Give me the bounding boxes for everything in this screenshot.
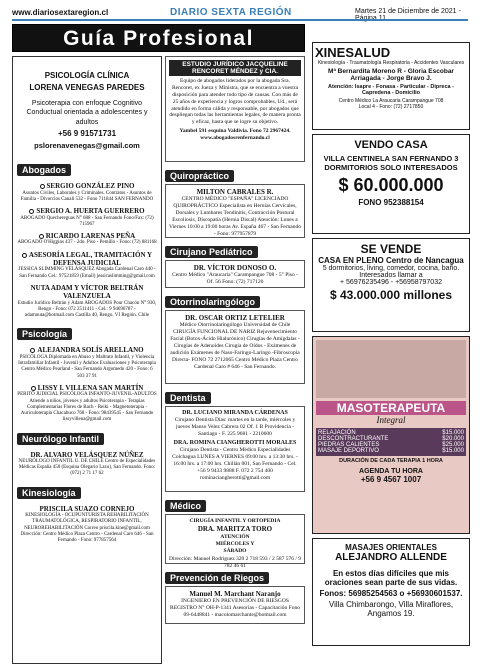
ad-title: VENDO CASA [354,139,428,151]
entry-name: NUTA ADAM Y VÍCTOR BELTRÁN VALENZUELA [30,283,144,301]
psicologia-section [13,324,161,423]
section-label: Kinesiología [17,487,81,499]
entry-name: DR. ALVARO VELÁSQUEZ NÚÑEZ [30,450,144,459]
price-list [316,428,466,456]
dentista-ad [165,406,305,492]
column-right [312,42,470,650]
column-middle [165,56,305,628]
entry-name: DR. LUCIANO MIRANDA CÁRDENAS [182,410,288,416]
brand-sub: Kinesiología - Traumatología Respiratoria - Accidentes Vasculares [317,60,465,66]
phone: +56 9 4567 1007 [360,475,422,484]
ad-phones: + 56976235496 - +56958797032 [340,279,442,286]
ad-phone: +56 9 91571731 [57,129,117,139]
ad-title: MASAJES ORIENTALES [345,543,437,552]
entry-info: CENTRO MÉDICO "ESPAÑA" LICENCIADO QUIROPRÁCTICO Especialista en Hernias Cervicales, Dorsales y Lumbares Tendinitis, Contracción Postural Escoliosis, Discopatía (Hernia Discal) Atención: Lunes a Viernes 10:00 a 19:00 horas Av. España 467 - San Fernando - Fono: 977957879 [169,196,301,237]
list-item: DESCONTRACTURANTE $20.000 [318,436,464,442]
entry-info: Dirección: Manuel Rodríguez 320 2 718 593 / 2 587 576 / 9 782 46 61 [169,555,301,569]
brand-logo: XINESALUD [315,45,391,60]
section-label: Psicología [17,328,72,340]
ad-sub: Integral [376,415,406,425]
entry-info: NEURÓLOGO INFANTIL U. DE CHILE Centro de Especialidades Médicas España 450 (Esquina Olegario Lazo), San Fernando. Fono: (072) 2 71 17 62 [18,458,156,477]
section-label: Dentista [165,392,211,404]
ad-phone: FONO 952388154 [358,198,424,207]
bullet-icon [39,234,44,239]
entry-info: Médico Otorrinolaringólogo Universidad de Chile CIRUGÍA FUNCIONAL DE NARIZ Rejuvenecimiento Facial (Botox-Ácido Hialurónico) Cirugías de Amígdalas - Cirugías de Adenoides Cirugía de Oídos - Exámenes de audición Exámenes de Naso-Faringo-Laringo -Fibroscopía Directa- FONO 72 2712065 Centro Médico Plaza Centro Cardenal Caro # 646 - San Fernando. [170,322,300,370]
ad-title: SE VENDE [360,242,422,256]
bullet-icon [40,184,45,189]
ad-photo [316,340,466,398]
otorrino-ad [165,310,305,384]
entry-name: MILTON CABRALES R. [196,188,274,196]
ad-title: CIRUGÍA INFANTIL Y ORTOPEDIA [189,518,281,524]
guide-banner [12,24,305,52]
entry-info: ABOGADO O'Higgins 437 - 2do. Piso - Pemillo - Fono: (72) 881168 [17,240,157,246]
ad-title: PSICOLOGÍA CLÍNICA [44,71,130,80]
entry-name: DR. VÍCTOR DONOSO O. [193,264,277,272]
entry-info: ABOGADO Quechereguas N° 688 - San Fernando Fono/Fax: (72) 715967 [20,215,154,227]
entry-name: DRA. MARITZA TORO [197,524,273,533]
section-label: Neurólogo Infantil [17,433,104,445]
entry-name: LISSY I. VILLENA SAN MARTÍN [17,384,157,392]
entry-name: DRA. ROMINA CIANGHEROTTI MORALES [173,439,297,446]
site-url[interactable]: www.diariosextaregion.cl [12,8,109,17]
entry-name: SERGIO A. HUERTA GUERRERO [17,207,157,215]
ad-price: $ 60.000.000 [338,175,444,195]
header-divider [12,19,468,21]
centro: Centro Médico La Araucaria Carampangue 708 [338,98,444,104]
ad-desc: En estos días difíciles que mis oraciones sean parte de sus vidas. [324,569,458,587]
list-item: RELAJACIÓN $15.000 [318,430,464,436]
entry-name: Manuel M. Marchant Naranjo [189,590,281,598]
neurologo-section [13,429,161,478]
entry-info: PSICÓLOGA Diplomada en Abuso y Maltrato Infantil, y Violencia Intrafamiliar Infantil - Juvenil y Adultos Evaluaciones y Psicoterapia Centro Médico Pearland - San Fernando Argomedo 420 - Fono: 6 503 37 91 [18,354,156,379]
ad-name: LORENA VENEGAS PAREDES [29,83,145,93]
ad-contact: Yambel 591 esquina Valdivia. Fono 72 2967424. www.abogadosrenfernando.cl [179,128,291,141]
bullet-icon [29,209,34,214]
se-vende-ad [312,238,470,332]
list-item: MASAJE DEPORTIVO $15.000 [318,448,464,454]
entry-name: DR. OSCAR ORTIZ LETELIER [185,314,285,322]
estudio-juridico-ad [165,56,305,162]
staff-names: Mª Bernardita Moreno R - Gloria Escobar Arriagada - Jorge Bravo J. [328,68,454,82]
schedule-badge: ATENCIÓN MIÉRCOLES Y SÁBADO [215,534,255,555]
ad-sub: CASA EN PLENO Centro de Nancagua [318,256,464,265]
bullet-icon [22,253,27,258]
entry-name: ALEJANDRA SOLÍS ARELLANO [17,346,157,354]
entry-name: PRISCILA SUAZO CORNEJO [39,504,135,513]
entry-info: PERITO JUDICIAL PSICÓLOGA INFANTO-JUVENIL-ADULTOS Atiende a niños, jóvenes y adultos Psicoterapia - Terapias Complementarias Flores de Bach - Reiki - Magnetoterapia - Auriculoterapia Chacabuco 768 - Fono: 98439545 - San Fernando lissyvillena@gmail.com [17,392,157,423]
abogados-section [13,160,161,319]
newspaper-title: DIARIO SEXTA REGIÓN [170,7,292,18]
cirujano-pediatrico-ad [165,260,305,288]
quiropractico-ad [165,184,305,238]
prevencion-ad [165,586,305,624]
agenda: AGENDA TU HORA [359,468,423,475]
ad-phones: Fonos: 56985254563 o +56930601537. [319,589,463,598]
ad-name: ALEJANDRO ALLENDE [335,552,447,563]
ad-title: ESTUDIO JURÍDICO JACQUELINE RENCORET MÉNDEZ y CIA. [169,60,301,76]
psicologia-clinica-ad [13,71,161,151]
section-label: Cirujano Pediátrico [165,246,258,258]
entry-info: Cirujano Dentista Días: martes en la tarde, miércoles y jueves Manso Velez Cabrera 02 Of. 1 B Providencia - Santiago - F. 225 9681 - 2210600 [174,417,296,437]
atencion: Atención: Isapre - Fonasa - Particular - Dipreca - Capredena - Domicilio [328,84,454,96]
kinesalud-ad [312,42,470,130]
ad-desc: Psicoterapia con enfoque Cognitivo Conductual orientada a adolescentes y adultos [26,99,148,126]
bullet-icon [31,386,36,391]
ad-desc: VILLA CENTINELA SAN FERNANDO 3 DORMITORIOS SOLO INTERESADOS [323,154,459,172]
entry-name: ASESORÍA LEGAL, TRAMITACIÓN Y DEFENSA JUDICIAL [17,251,157,268]
duration: DURACIÓN DE CADA TERAPIA 1 HORA [339,458,443,464]
entry-info: INGENIERO EN PREVENCIÓN DE RIESGOS REGISTRO N° OH-P-1341 Asesorías - Capacitación Fono 09-6448841 - macolomarchante@hotmail.com [170,598,300,619]
entry-info: Centro Médico "Araucaria" Carampangue 708 - 5° Piso - Of. 56 Fono: (72) 717120 [172,272,298,286]
local: Local 4 - Fono: (72) 2717850 [358,104,424,110]
entry-info: Estudio Jurídico Beltrán y Adam ABOGADOS Pour Chacón N° 930, Rengo - Fono: 072 2511411 - Cel.: 9 94696787 - adamnuta@hotmail.com Castilla 40, Rengo. VI Región. Chile [17,300,157,319]
guide-title: Guía Profesional [63,27,254,50]
masoterapeuta-ad [312,336,470,534]
kinesiologia-section [13,483,161,545]
section-label: Prevención de Riegos [165,572,269,584]
section-label: Médico [165,500,206,512]
column-left [12,56,162,664]
section-label: Quiropráctico [165,170,234,182]
entry-name: RICARDO LARENAS PEÑA [17,232,157,240]
ad-title: MASOTERAPEUTA [316,401,466,415]
vendo-casa-ad [312,134,470,234]
ad-email[interactable]: pslorenavenegas@gmail.com [34,141,140,151]
ad-addr: Villa Chimbarongo, Villa Miraflores, Angamos 19. [328,600,454,618]
bullet-icon [30,348,35,353]
entry-name: SERGIO GONZÁLEZ PINO [17,182,157,190]
medico-ad [165,514,305,569]
section-label: Abogados [17,164,71,176]
entry-info: Cirujano Dentista - Centro Médico Especialidades Colchagua LUNES A VIERNES 09:00 hrs. a 13:30 hrs. - 16:00 hrs. a 17:00 hrs. Chillán 001, San Fernando - Cel. +56 9 9433 9888 F. 072 2 754 400 rominaciangherotti@gmail.com [172,447,298,481]
list-item: PIEDRAS CALIENTES $25.000 [318,442,464,448]
entry-info: Asuntos Civiles, Laborales y Criminales. Contratos - Asuntos de Familia - Divorcios Canali 532 - Fono 711844 SAN FERNANDO [20,190,154,202]
entry-info: KINESIOLOGÍA - OCUPUNTURISTA REHABILITACIÓN TRAUMATOLÓGICA, RESPIRATORIO INFANTIL, NEUROREHABILITACIÓN Correo priscila.kine@gmail.com Dirección: Centro Médico Plaza Centro - Cardenal Caro 646 - San Fernando - Fono: 977857564 [20,513,154,544]
ad-price: $ 43.000.000 millones [329,288,453,302]
ad-info: Equipo de abogados liderados por la abogada Sra. Rencoret, ex Jueza y Ministra, que se encuentra a vuestra disposición para atender todo tipo de causas. Con más de 25 años de experiencia y logros comprobables, Ud., será atendido en forma cálida y responsable, por abogados que despliegan todas las herramientas legales, de manera pronta y eficaz, hasta que se logre su objetivo. [169,78,301,126]
masajes-ad [312,538,470,646]
ad-desc: 5 dormitorios, living, comedor, cocina, baño. Interesados llamar a [322,265,460,279]
issue-date: Martes 21 de Diciembre de 2021 - [355,8,461,15]
entry-info: JESSICA SLIMMING VELÁSQUEZ Abogada Cardenal Caro 440 - San Fernando Cel.: 97521859 (Email) jessicaslimming@gmail.com [18,267,156,279]
section-label: Otorrinolaringólogo [165,296,260,308]
